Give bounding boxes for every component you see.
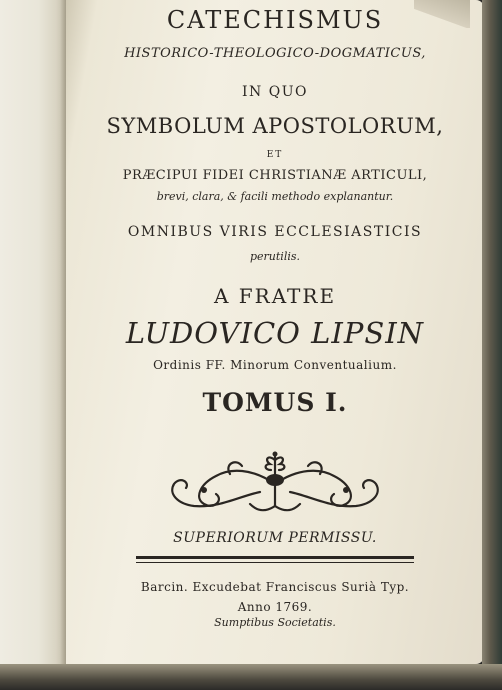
imprint-year: Anno 1769. [237,600,313,614]
floral-ornament-icon [160,446,390,518]
book-title: CATECHISMUS [166,6,384,34]
perutilis-text: perutilis. [249,250,300,263]
volume-label: TOMUS I. [202,388,348,417]
omnibus-text: OMNIBUS VIRIS ECCLESIASTICIS [127,224,423,240]
book-subtitle: HISTORICO-THEOLOGICO-DOGMATICUS, [124,46,426,61]
book-page-edge [482,0,502,690]
brevi-text: brevi, clara, & facili methodo explanantur. [156,190,394,203]
imprint-rule-thin [136,562,414,563]
author-order: Ordinis FF. Minorum Conventualium. [153,358,397,372]
title-page [66,0,484,664]
et-text: ET [266,150,284,160]
a-fratre-text: A FRATRE [213,284,337,308]
author-name: LUDOVICO LIPSIN [125,316,425,350]
imprint-printer: Barcin. Excudebat Franciscus Surià Typ. [140,580,410,594]
facing-page [0,0,70,690]
book-bottom-edge [0,664,502,690]
imprint-rule-thick [136,556,414,559]
praecipui-text: PRÆCIPUI FIDEI CHRISTIANÆ ARTICULI, [122,168,428,183]
permission-text: SUPERIORUM PERMISSU. [173,530,377,546]
symbolum-text: SYMBOLUM APOSTOLORUM, [106,114,444,138]
imprint-sponsor: Sumptibus Societatis. [214,616,336,629]
in-quo-text: IN QUO [242,84,308,100]
